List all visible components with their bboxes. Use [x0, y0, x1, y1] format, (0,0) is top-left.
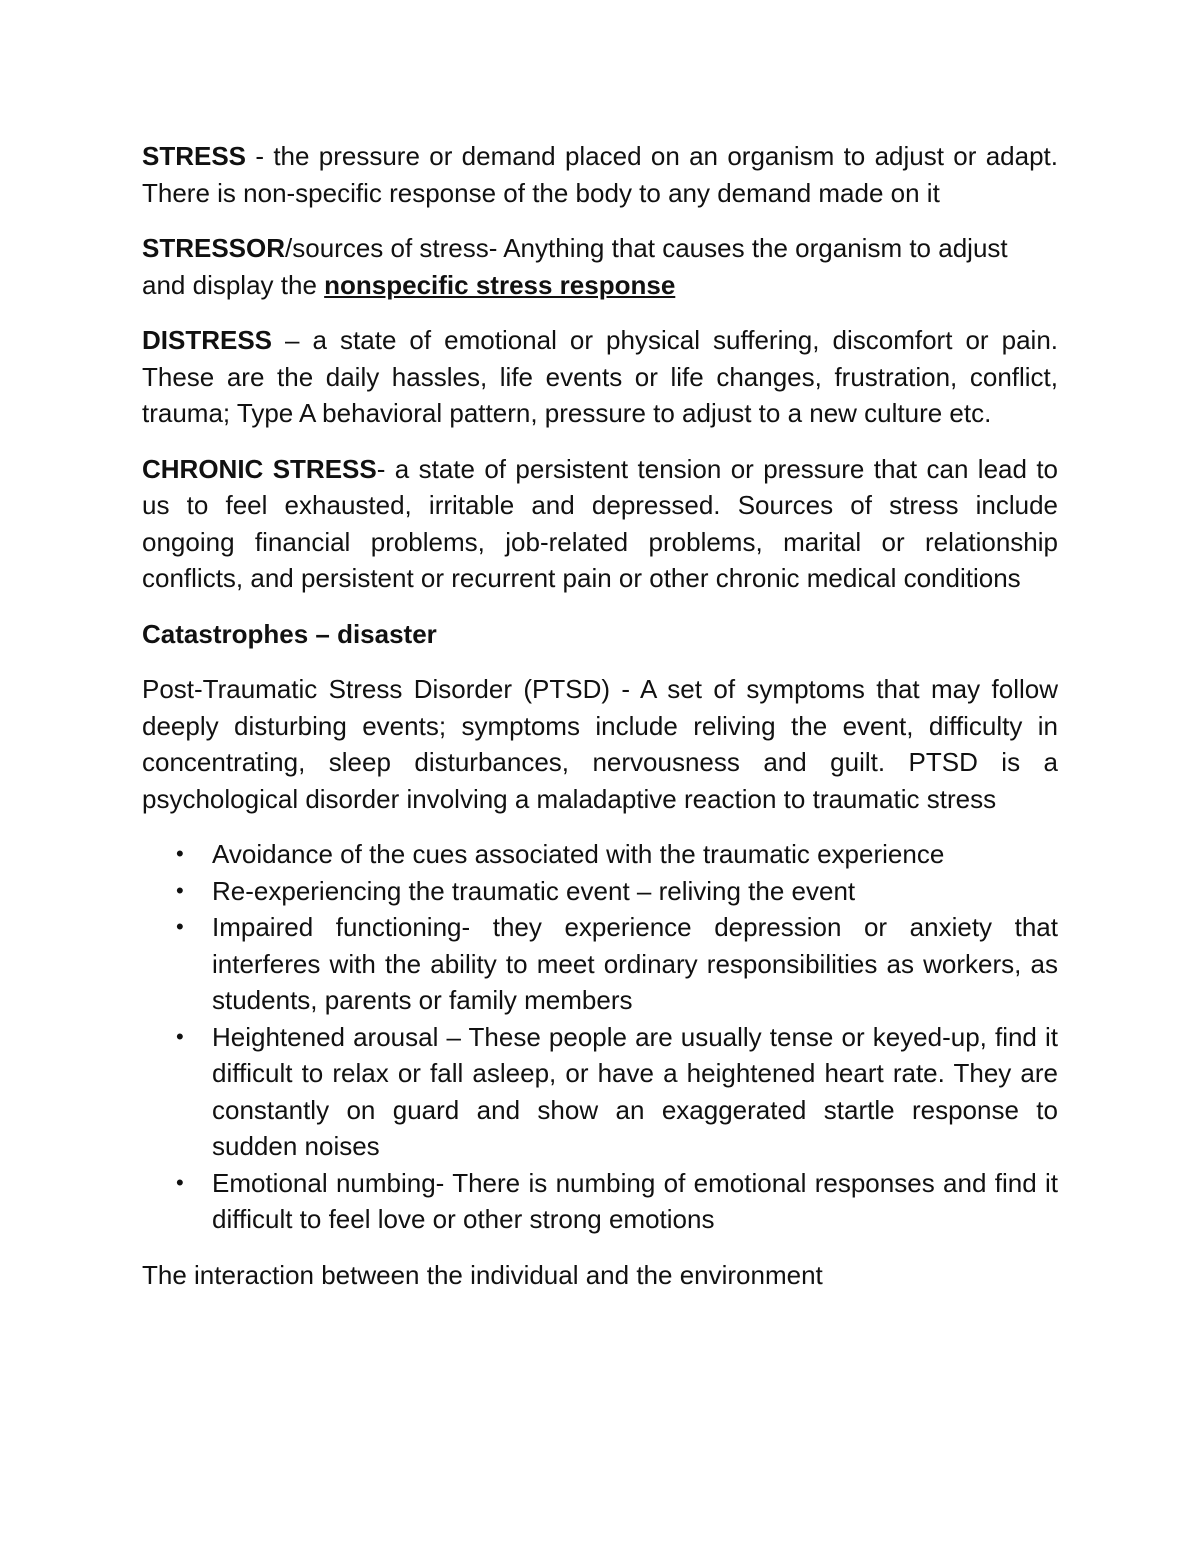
term-stressor: STRESSOR [142, 233, 286, 263]
paragraph-closing: The interaction between the individual and the environment [142, 1259, 823, 1290]
list-item-text: Impaired functioning- they experience depression or anxiety that interferes with the ability to meet ordinary responsibilities as workers, as students, parents or family members [212, 912, 1058, 1015]
bullet-icon: • [176, 841, 184, 866]
bullet-icon: • [176, 1023, 184, 1049]
list-item-text: Emotional numbing- There is numbing of emotional responses and find it difficult to feel love or other strong emotions [212, 1167, 1058, 1234]
list-item-text: Avoidance of the cues associated with the traumatic experience [212, 839, 945, 869]
paragraph-stress [142, 138, 1058, 211]
document-page [142, 138, 1058, 1312]
definition-chronic-stress: - a state of persistent tension or pressure that can lead to us to feel exhausted, irritable and depressed. Sources of stress include ongoing financial problems, job-related problems, marital or relationship conflicts, and persistent or recurrent pain or other chronic medical conditions [142, 453, 1059, 593]
definition-distress: – a state of emotional or physical suffering, discomfort or pain. These are the daily hassles, life events or life changes, frustration, conflict, trauma; Type A behavioral pattern, pressure to adjust to a new culture etc. [142, 325, 1058, 428]
definition-stressor: /sources of stress- Anything that causes the organism to adjust and display the [142, 233, 1008, 300]
list-item [142, 1019, 1058, 1165]
definition-stress: - the pressure or demand placed on an organism to adjust or adapt. There is non-specific response of the body to any demand made on it [142, 141, 1058, 208]
paragraph-distress [142, 322, 1058, 432]
list-item [142, 1165, 1058, 1238]
list-item [142, 909, 1058, 1019]
paragraph-chronic-stress [142, 451, 1058, 597]
bullet-icon: • [176, 877, 184, 903]
term-stress: STRESS [142, 141, 247, 171]
term-distress: DISTRESS [142, 325, 273, 355]
paragraph-ptsd: Post-Traumatic Stress Disorder (PTSD) - A set of symptoms that may follow deeply disturbing events; symptoms include reliving the event, difficulty in concentrating, sleep disturbances, nervousness and guilt. PTSD is a psychological disorder involving a maladaptive reaction to traumatic stress [142, 674, 1058, 814]
heading-catastrophes: Catastrophes – disaster [142, 618, 437, 649]
bullet-icon: • [176, 1169, 184, 1195]
list-item [142, 836, 1058, 873]
list-item [142, 873, 1058, 910]
underlined-phrase: nonspecific stress response [324, 269, 676, 300]
bullet-icon: • [176, 914, 184, 939]
list-item-text: Re-experiencing the traumatic event – reliving the event [212, 875, 856, 906]
term-chronic-stress: CHRONIC STRESS [142, 453, 377, 484]
ptsd-symptom-list [142, 836, 1058, 1238]
list-item-text: Heightened arousal – These people are usually tense or keyed-up, find it difficult to relax or fall asleep, or have a heightened heart rate. They are constantly on guard and show an exaggerated startle response to sudden noises [212, 1021, 1058, 1161]
paragraph-stressor [142, 230, 1058, 303]
